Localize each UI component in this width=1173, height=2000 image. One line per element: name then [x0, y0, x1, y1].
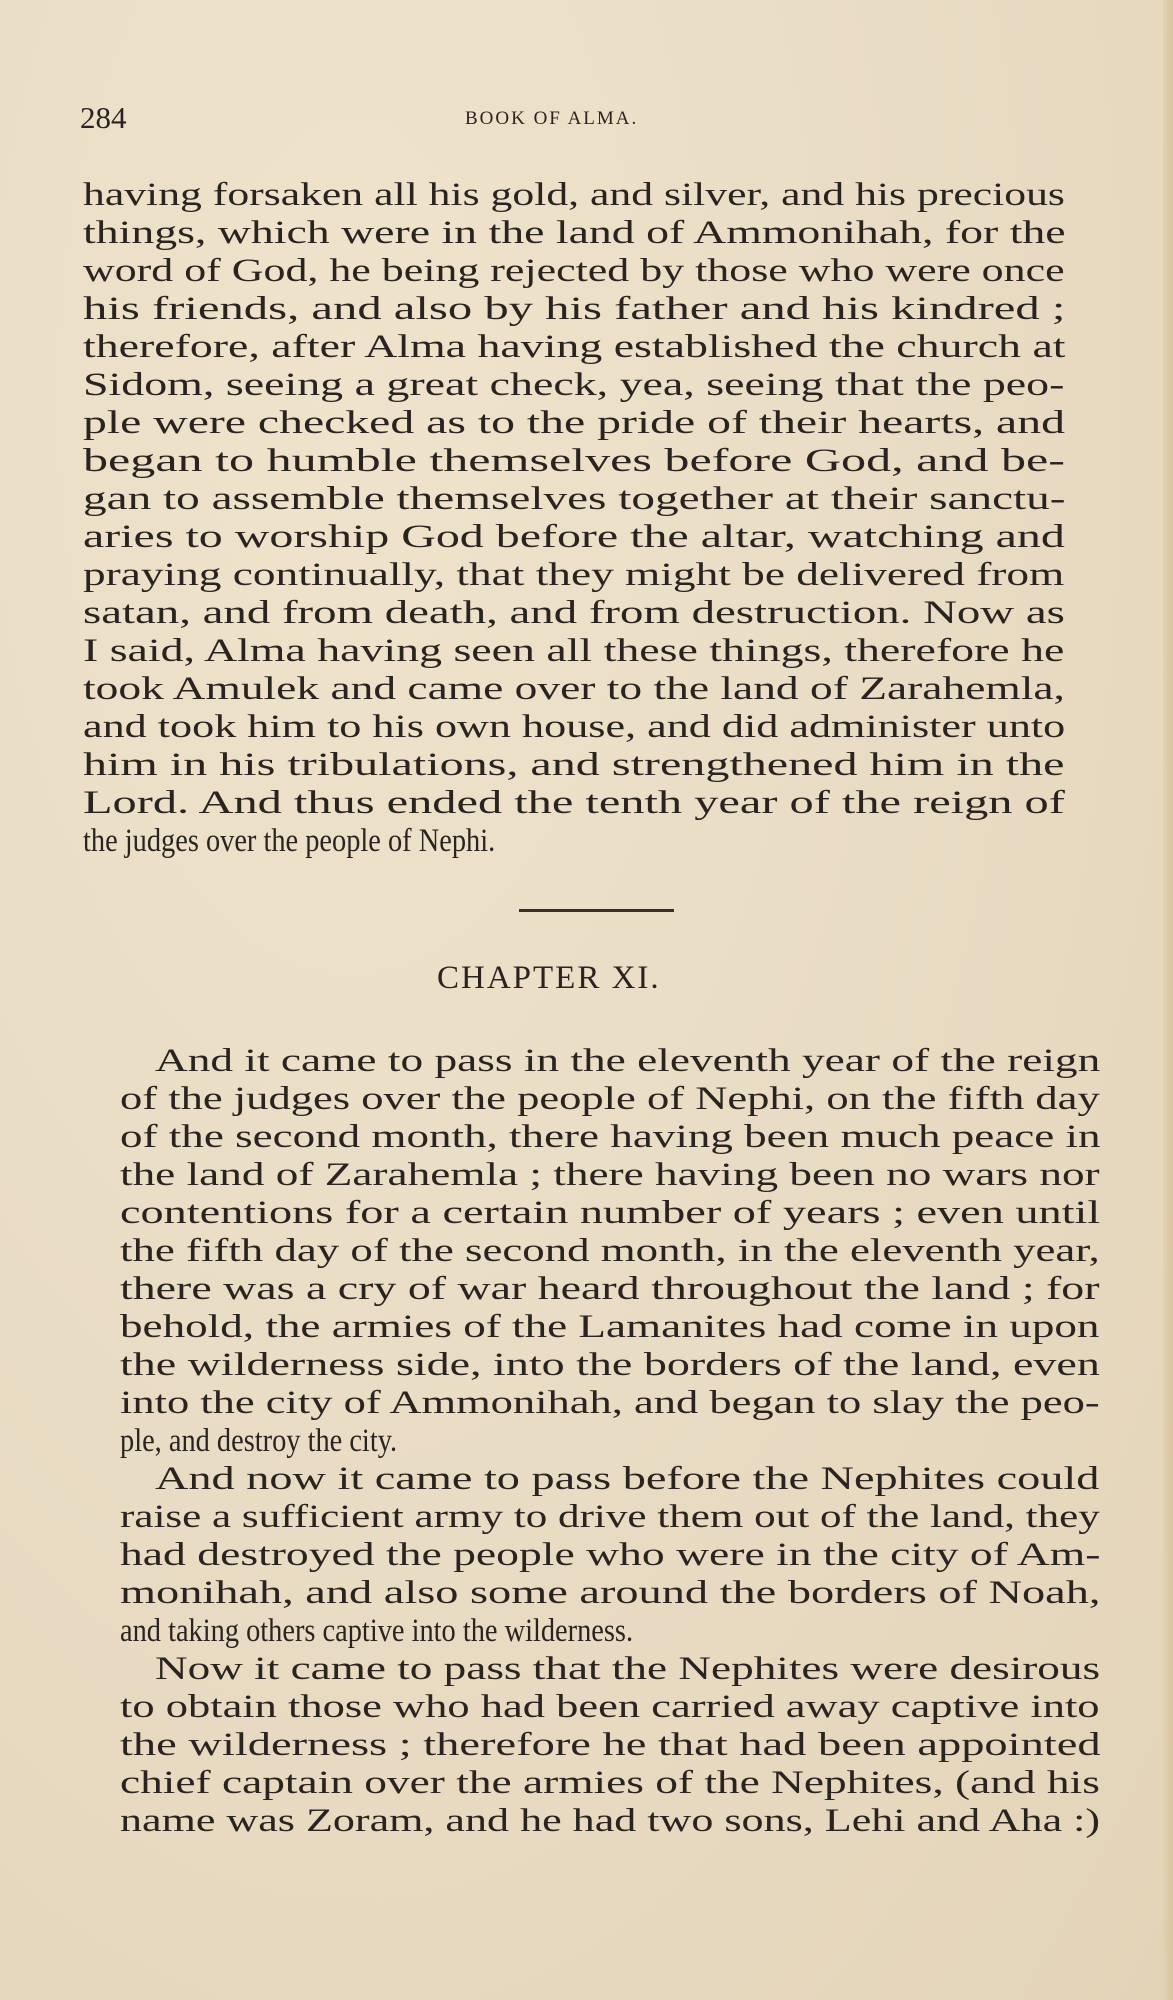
text-line: Now it came to pass that the Nephites were desirous	[155, 1651, 1101, 1687]
text-line: name was Zoram, and he had two sons, Lehi and Aha :)	[120, 1803, 1101, 1839]
page-number: 284	[80, 100, 127, 135]
text-line: into the city of Ammonihah, and began to slay the peo-	[120, 1385, 1100, 1421]
text-line: contentions for a certain number of years ; even until	[120, 1195, 1101, 1231]
text-line: him in his tribulations, and strengthened him in the	[83, 747, 1065, 783]
page-edge	[1163, 0, 1173, 2000]
text-line: things, which were in the land of Ammonihah, for the	[83, 215, 1066, 251]
text-line: satan, and from death, and from destruction. Now as	[83, 595, 1065, 631]
text-line: Lord. And thus ended the tenth year of the reign of	[83, 785, 1065, 821]
text-line: the judges over the people of Nephi.	[83, 823, 496, 859]
text-line: ple were checked as to the pride of their hearts, and	[83, 405, 1065, 441]
text-line: to obtain those who had been carried away captive into	[120, 1689, 1100, 1725]
text-line: ple, and destroy the city.	[120, 1423, 398, 1459]
text-line: gan to assemble themselves together at their sanctu-	[83, 481, 1066, 517]
text-line: began to humble themselves before God, and be-	[83, 443, 1065, 479]
page-header	[80, 100, 1080, 140]
text-line: praying continually, that they might be delivered from	[83, 557, 1065, 593]
chapter-heading: CHAPTER XI.	[437, 960, 661, 996]
text-line: And now it came to pass before the Nephites could	[155, 1461, 1100, 1497]
text-line: chief captain over the armies of the Nephites, (and his	[120, 1765, 1100, 1801]
text-line: the fifth day of the second month, in the eleventh year,	[120, 1233, 1100, 1269]
text-line: of the judges over the people of Nephi, on the fifth day	[120, 1081, 1100, 1117]
text-line: of the second month, there having been much peace in	[120, 1119, 1101, 1155]
running-head: BOOK OF ALMA.	[465, 108, 639, 129]
text-line: the wilderness side, into the borders of the land, even	[120, 1347, 1100, 1383]
text-line: and took him to his own house, and did administer unto	[83, 709, 1066, 745]
text-line: therefore, after Alma having established the church at	[83, 329, 1066, 365]
text-line: there was a cry of war heard throughout the land ; for	[120, 1271, 1100, 1307]
text-line: the land of Zarahemla ; there having been no wars nor	[120, 1157, 1100, 1193]
text-line: raise a sufficient army to drive them out of the land, they	[120, 1499, 1100, 1535]
text-line: had destroyed the people who were in the city of Am-	[120, 1537, 1101, 1573]
text-line: behold, the armies of the Lamanites had come in upon	[120, 1309, 1100, 1345]
text-line: having forsaken all his gold, and silver, and his precious	[83, 177, 1065, 213]
text-line: the wilderness ; therefore he that had been appointed	[120, 1727, 1101, 1763]
text-line: and taking others captive into the wilderness.	[120, 1613, 634, 1649]
text-line: And it came to pass in the eleventh year of the reign	[155, 1043, 1101, 1079]
text-line: took Amulek and came over to the land of Zarahemla,	[83, 671, 1065, 707]
text-line: monihah, and also some around the borders of Noah,	[120, 1575, 1101, 1611]
text-line: word of God, he being rejected by those who were once	[83, 253, 1065, 289]
text-line: Sidom, seeing a great check, yea, seeing that the peo-	[83, 367, 1065, 403]
section-divider	[519, 909, 674, 912]
text-line: I said, Alma having seen all these things, therefore he	[83, 633, 1065, 669]
text-line: his friends, and also by his father and his kindred ;	[83, 291, 1066, 327]
text-line: aries to worship God before the altar, watching and	[83, 519, 1065, 555]
